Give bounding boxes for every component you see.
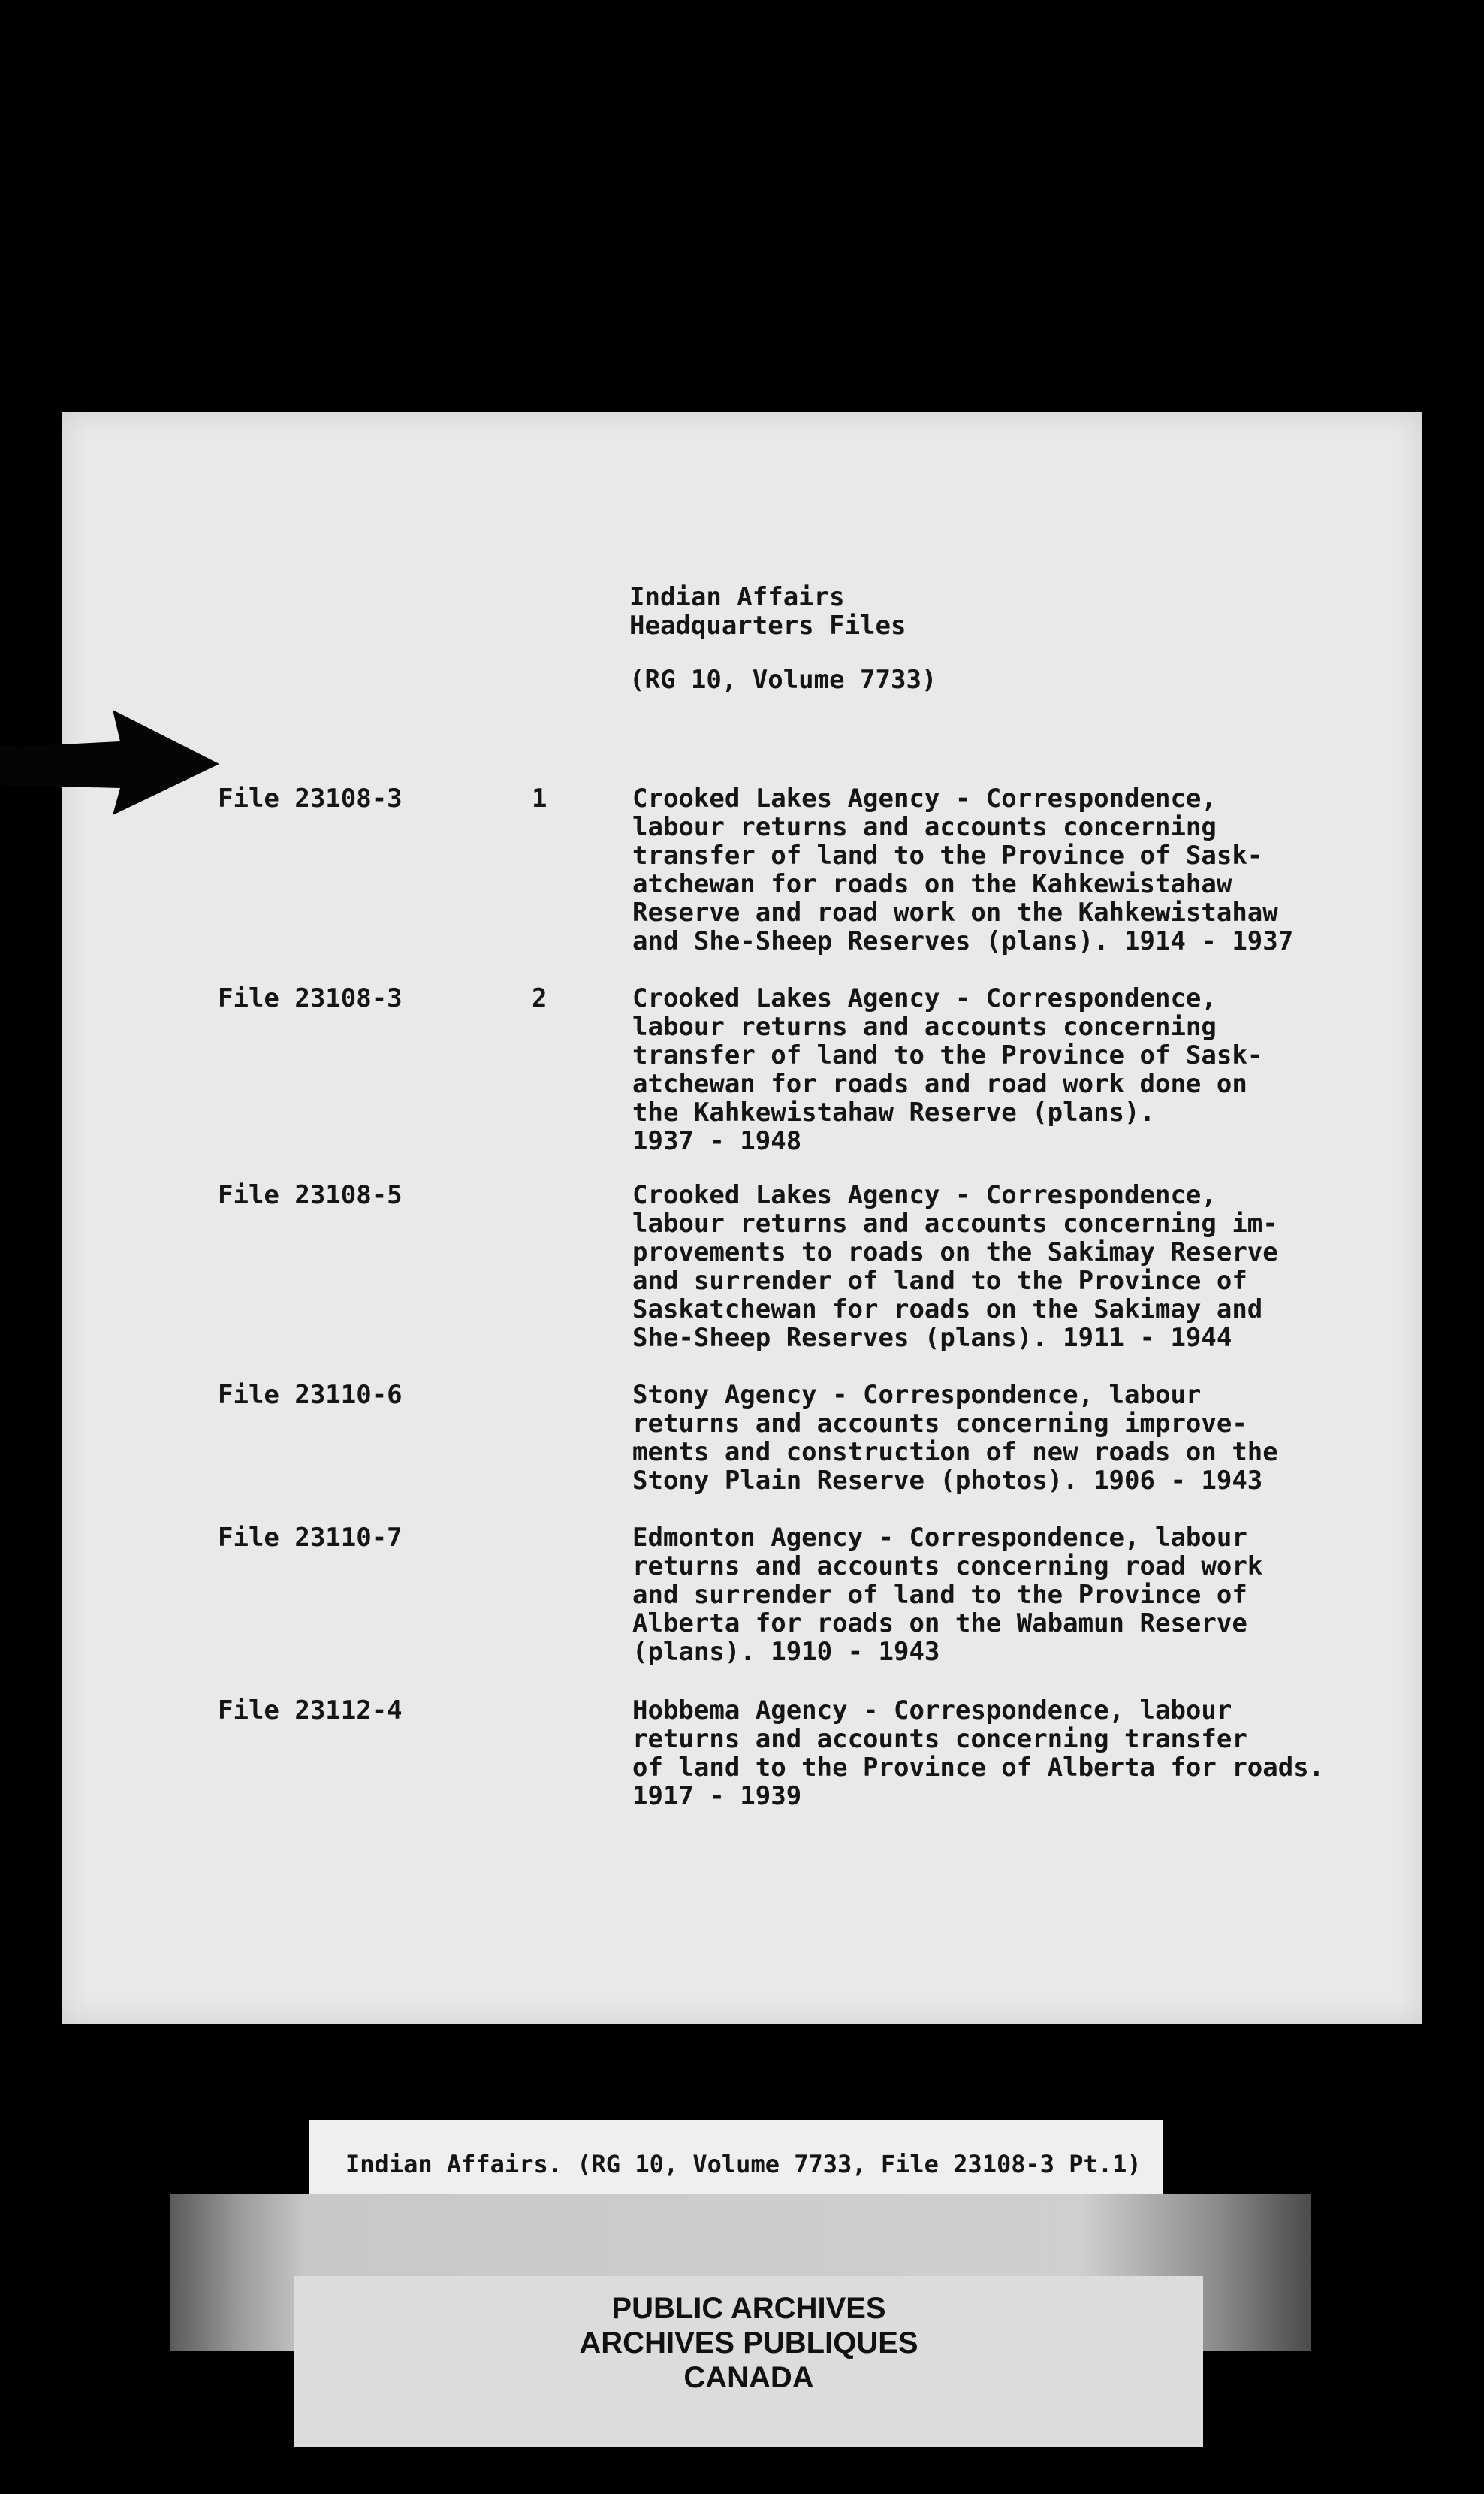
description-line: She-Sheep Reserves (plans). 1911 - 1944 — [632, 1323, 1232, 1353]
description-line: transfer of land to the Province of Sask- — [632, 1040, 1263, 1070]
description-line: Stony Plain Reserve (photos). 1906 - 1943 — [632, 1466, 1263, 1496]
header-title: Indian Affairs — [629, 582, 845, 612]
file-description — [632, 984, 1353, 1155]
description-line: the Kahkewistahaw Reserve (plans). — [632, 1098, 1155, 1128]
document-header — [629, 583, 937, 694]
reel-label-text: Indian Affairs. (RG 10, Volume 7733, File 23108-3 Pt.1) — [345, 2150, 1142, 2178]
header-subtitle: Headquarters Files — [629, 611, 906, 641]
description-line: Reserve and road work on the Kahkewistahaw — [632, 898, 1278, 928]
file-description — [632, 1381, 1353, 1495]
description-line: labour returns and accounts concerning im- — [632, 1209, 1278, 1239]
description-line: Crooked Lakes Agency - Correspondence, — [632, 983, 1217, 1013]
archives-stamp — [294, 2291, 1203, 2395]
file-description — [632, 1696, 1353, 1810]
description-line: transfer of land to the Province of Sask- — [632, 841, 1263, 871]
document-page — [62, 412, 1422, 2024]
description-line: 1937 - 1948 — [632, 1126, 802, 1156]
description-line: returns and accounts concerning improve- — [632, 1409, 1247, 1439]
description-line: Edmonton Agency - Correspondence, labour — [632, 1523, 1247, 1553]
description-line: returns and accounts concerning road work — [632, 1551, 1263, 1581]
file-number: File 23112-4 — [218, 1695, 403, 1726]
pointer-arrow-icon — [0, 710, 225, 815]
description-line: of land to the Province of Alberta for roads. — [632, 1753, 1325, 1783]
description-line: and She-Sheep Reserves (plans). 1914 - 1937 — [632, 926, 1294, 956]
part-number: 1 — [532, 784, 547, 814]
description-line: and surrender of land to the Province of — [632, 1266, 1247, 1296]
description-line: ments and construction of new roads on the — [632, 1437, 1278, 1467]
header-reference: (RG 10, Volume 7733) — [629, 665, 937, 695]
file-description — [632, 1523, 1353, 1666]
description-line: provements to roads on the Sakimay Reserve — [632, 1237, 1278, 1267]
description-line: (plans). 1910 - 1943 — [632, 1637, 940, 1667]
description-line: atchewan for roads on the Kahkewistahaw — [632, 869, 1232, 899]
description-line: Hobbema Agency - Correspondence, labour — [632, 1695, 1232, 1726]
archives-stamp-card — [294, 2276, 1203, 2447]
description-line: Saskatchewan for roads on the Sakimay and — [632, 1294, 1263, 1324]
description-line: labour returns and accounts concerning — [632, 1012, 1217, 1042]
stamp-line: CANADA — [683, 2361, 814, 2394]
file-number: File 23108-5 — [218, 1180, 403, 1210]
description-line: Alberta for roads on the Wabamun Reserve — [632, 1608, 1247, 1638]
description-line: atchewan for roads and road work done on — [632, 1069, 1247, 1099]
file-number: File 23108-3 — [218, 983, 403, 1013]
description-line: Crooked Lakes Agency - Correspondence, — [632, 784, 1217, 814]
stamp-line: ARCHIVES PUBLIQUES — [579, 2326, 918, 2360]
description-line: Stony Agency - Correspondence, labour — [632, 1380, 1202, 1410]
file-number: File 23108-3 — [218, 784, 403, 814]
part-number: 2 — [532, 983, 547, 1013]
file-description — [632, 1181, 1353, 1352]
description-line: 1917 - 1939 — [632, 1781, 802, 1811]
description-line: labour returns and accounts concerning — [632, 812, 1217, 842]
file-number: File 23110-6 — [218, 1380, 403, 1410]
description-line: and surrender of land to the Province of — [632, 1580, 1247, 1610]
file-description — [632, 784, 1353, 956]
description-line: Crooked Lakes Agency - Correspondence, — [632, 1180, 1217, 1210]
stamp-line: PUBLIC ARCHIVES — [611, 2292, 886, 2325]
file-number: File 23110-7 — [218, 1523, 403, 1553]
description-line: returns and accounts concerning transfer — [632, 1724, 1247, 1754]
